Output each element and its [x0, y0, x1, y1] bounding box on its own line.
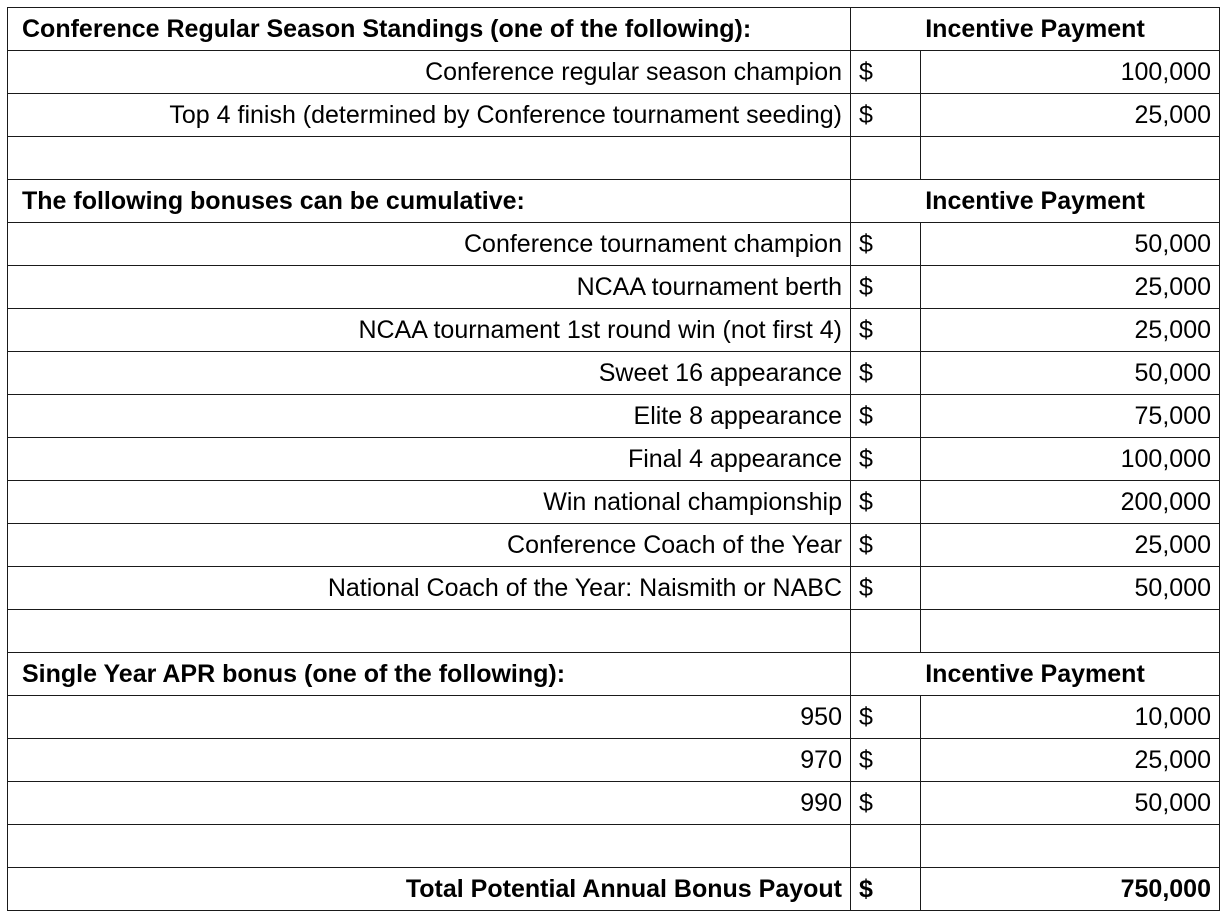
bonus-amount: 100,000	[921, 51, 1220, 94]
blank-cell	[851, 825, 921, 868]
blank-cell	[851, 137, 921, 180]
bonus-label: Conference tournament champion	[8, 223, 851, 266]
payment-header-3: Incentive Payment	[851, 653, 1220, 696]
bonus-amount: 50,000	[921, 567, 1220, 610]
bonus-label: Win national championship	[8, 481, 851, 524]
table-row	[8, 309, 1220, 352]
spacer-row	[8, 825, 1220, 868]
bonus-amount: 50,000	[921, 223, 1220, 266]
bonus-label: Top 4 finish (determined by Conference tournament seeding)	[8, 94, 851, 137]
currency-symbol: $	[851, 782, 921, 825]
bonus-label: NCAA tournament berth	[8, 266, 851, 309]
table-row	[8, 739, 1220, 782]
section-header-conference-standings: Conference Regular Season Standings (one of the following):	[8, 8, 851, 51]
total-row	[8, 868, 1220, 911]
payment-header-1: Incentive Payment	[851, 8, 1220, 51]
bonus-amount: 25,000	[921, 94, 1220, 137]
bonus-amount: 50,000	[921, 352, 1220, 395]
currency-symbol: $	[851, 266, 921, 309]
blank-cell	[8, 825, 851, 868]
table-row	[8, 94, 1220, 137]
currency-symbol: $	[851, 352, 921, 395]
table-row	[8, 481, 1220, 524]
section-header-row	[8, 653, 1220, 696]
bonus-amount: 25,000	[921, 266, 1220, 309]
spacer-row	[8, 137, 1220, 180]
table-row	[8, 395, 1220, 438]
bonus-label: 950	[8, 696, 851, 739]
currency-symbol: $	[851, 438, 921, 481]
table-row	[8, 438, 1220, 481]
bonus-label: 970	[8, 739, 851, 782]
bonus-amount: 75,000	[921, 395, 1220, 438]
bonus-amount: 10,000	[921, 696, 1220, 739]
bonus-amount: 25,000	[921, 309, 1220, 352]
table-row	[8, 51, 1220, 94]
currency-symbol: $	[851, 567, 921, 610]
currency-symbol: $	[851, 739, 921, 782]
table-row	[8, 266, 1220, 309]
coach-incentive-bonus-table	[7, 7, 1220, 911]
bonus-amount: 100,000	[921, 438, 1220, 481]
bonus-label: Sweet 16 appearance	[8, 352, 851, 395]
payment-header-2: Incentive Payment	[851, 180, 1220, 223]
bonus-label: Final 4 appearance	[8, 438, 851, 481]
currency-symbol: $	[851, 395, 921, 438]
currency-symbol: $	[851, 696, 921, 739]
blank-cell	[921, 610, 1220, 653]
table-body	[8, 8, 1220, 911]
section-header-row	[8, 180, 1220, 223]
bonus-label: Conference regular season champion	[8, 51, 851, 94]
bonus-label: Conference Coach of the Year	[8, 524, 851, 567]
section-header-row	[8, 8, 1220, 51]
bonus-label: NCAA tournament 1st round win (not first 4)	[8, 309, 851, 352]
currency-symbol: $	[851, 481, 921, 524]
bonus-amount: 200,000	[921, 481, 1220, 524]
blank-cell	[851, 610, 921, 653]
currency-symbol: $	[851, 223, 921, 266]
table-row	[8, 782, 1220, 825]
currency-symbol: $	[851, 94, 921, 137]
total-currency-symbol: $	[851, 868, 921, 911]
blank-cell	[921, 825, 1220, 868]
section-header-apr-bonus: Single Year APR bonus (one of the following):	[8, 653, 851, 696]
table-row	[8, 524, 1220, 567]
table-row	[8, 696, 1220, 739]
table-row	[8, 223, 1220, 266]
bonus-amount: 25,000	[921, 524, 1220, 567]
total-label: Total Potential Annual Bonus Payout	[8, 868, 851, 911]
currency-symbol: $	[851, 51, 921, 94]
table-row	[8, 567, 1220, 610]
blank-cell	[921, 137, 1220, 180]
blank-cell	[8, 610, 851, 653]
bonus-amount: 50,000	[921, 782, 1220, 825]
section-header-cumulative-bonuses: The following bonuses can be cumulative:	[8, 180, 851, 223]
bonus-amount: 25,000	[921, 739, 1220, 782]
currency-symbol: $	[851, 309, 921, 352]
bonus-label: 990	[8, 782, 851, 825]
bonus-label: Elite 8 appearance	[8, 395, 851, 438]
blank-cell	[8, 137, 851, 180]
total-amount: 750,000	[921, 868, 1220, 911]
currency-symbol: $	[851, 524, 921, 567]
bonus-label: National Coach of the Year: Naismith or NABC	[8, 567, 851, 610]
spacer-row	[8, 610, 1220, 653]
table-row	[8, 352, 1220, 395]
